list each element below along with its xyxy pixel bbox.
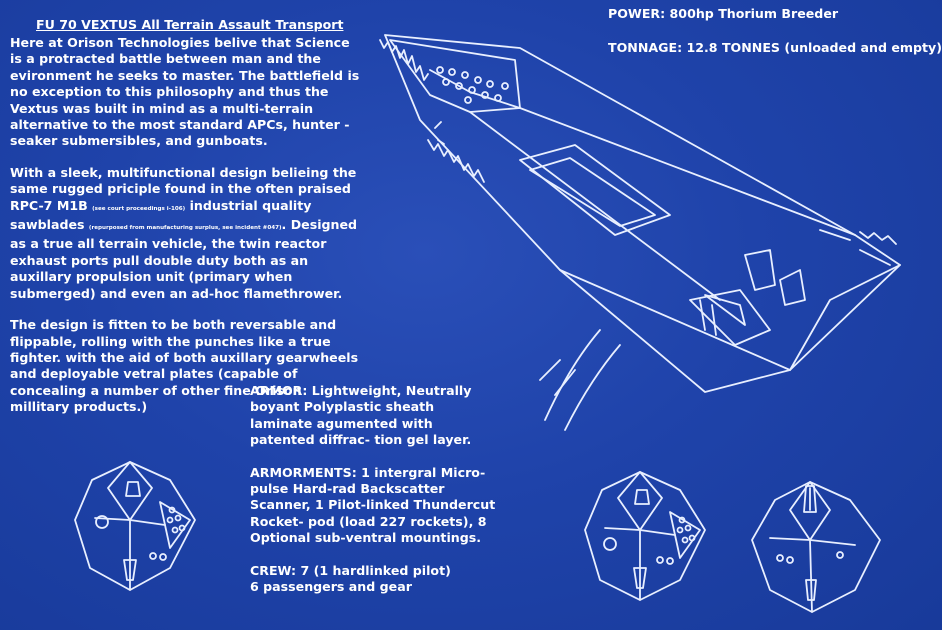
specs-top [608,6,942,75]
left-front-view-sketch [75,462,195,590]
surplus-note: (repurposed from manufacturing surplus, see incident #047) [88,225,282,232]
intro-paragraph-2 [10,165,362,302]
intro-paragraph-2-part-b: industrial quality sawblades [10,197,312,233]
armorments-spec: ARMORMENTS: 1 intergral Micro- pulse Hard-rad Backscatter Scanner, 1 Pilot-linked Thundercut Rocket- pod (load 227 rockets), 8 Optional sub-ventral mountings. [250,464,496,546]
right-front-view-sketch [585,472,705,600]
armor-spec: ARMOR: Lightweight, Neutrally boyant Polyplastic sheath laminate agumented with patented diffrac- tion gel layer. [250,383,472,448]
crew-spec [250,563,500,596]
court-proceedings-note: (see court proceedings i-106) [92,205,186,212]
intro-paragraph-1: Here at Orison Technologies belive that Science is a protracted battle between man and the evironment he seeks to master. The battlefield is no exception to this philosophy and thus the Vextus was built in mind as a multi-terrain alternative to the most standard APCs, hunter -seaker submersibles, and gunboats. [10,35,360,149]
crew-line-2: 6 passengers and gear [250,579,412,595]
power-spec: POWER: 800hp Thorium Breeder [608,6,839,21]
specs-mid [250,383,500,611]
intro-paragraph-2-part-c: . Designed as a true all terrain vehicle, the twin reactor exhaust ports pull double duty both as an auxillary propulsion unit (primary when submerged) and even an ad-hoc flamethrower. [10,217,358,301]
tonnage-spec: TONNAGE: 12.8 TONNES (unloaded and empty) [608,40,942,56]
intro-paragraph-3: The design is fitten to be both reversable and flippable, rolling with the punches like a true fighter. with the aid of both auxillary gearwheels and deployable vetral plates (capable of concealing a number of other fine Orison millitary products.) [10,317,359,415]
intro-text [10,35,362,431]
document-title: FU 70 VEXTUS All Terrain Assault Transport [36,17,344,32]
crew-line-1: CREW: 7 (1 hardlinked pilot) [250,562,451,578]
intro-paragraph-2-part-a: With a sleek, multifunctional design belieing the same rugged priciple found in the often praised RPC-7 M1B [10,164,357,213]
main-vehicle-sketch [380,35,900,430]
rear-view-sketch [752,482,880,612]
